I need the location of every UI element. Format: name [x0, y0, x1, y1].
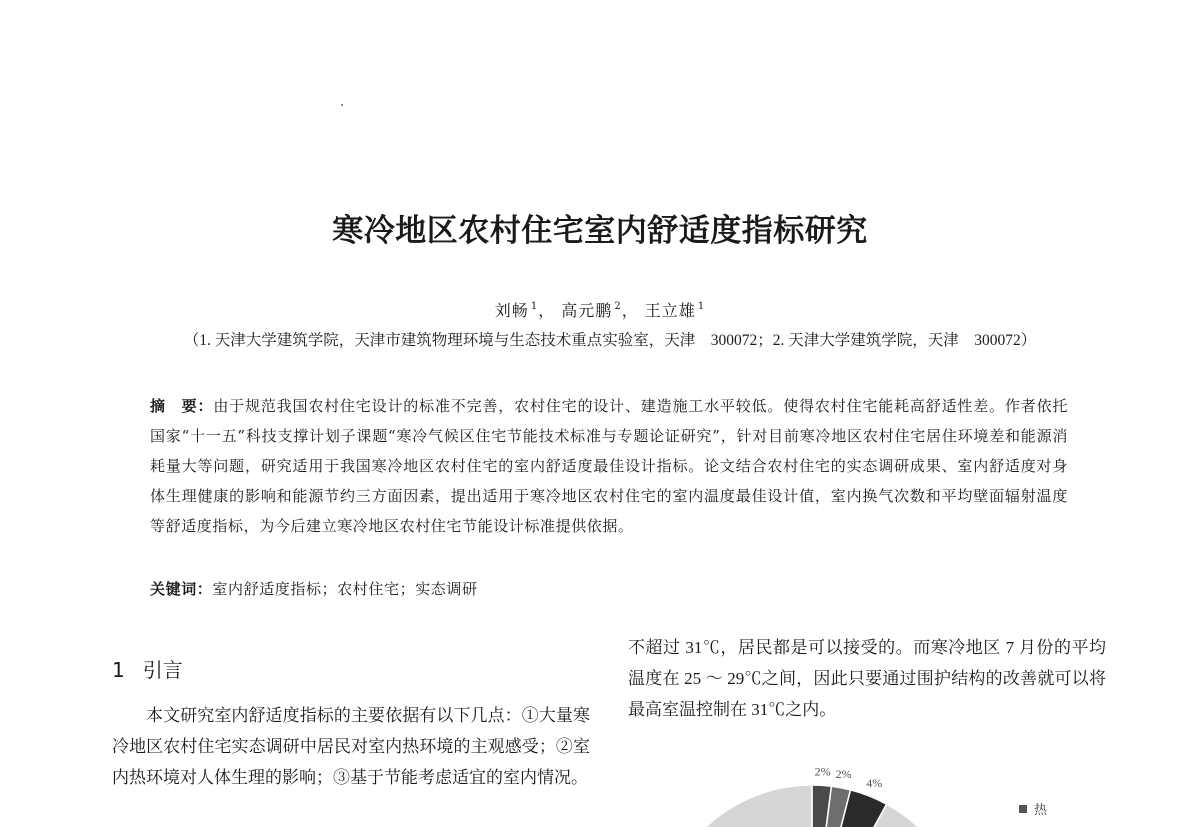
paper-title: 寒冷地区农村住宅室内舒适度指标研究	[332, 213, 868, 249]
author-line	[0, 298, 1200, 321]
pie-slices	[657, 785, 967, 827]
author-affil-mark: 1	[697, 301, 706, 312]
right-column-paragraph: 不超过 31℃，居民都是可以接受的。而寒冷地区 7 月份的平均温度在 25 ～ 29℃之间，因此只要通过围护结构的改善就可以将最高室温控制在 31℃之内。	[628, 638, 1106, 719]
keywords	[150, 578, 478, 599]
scan-speck	[341, 104, 343, 106]
keywords-label: 关键词：	[150, 580, 213, 598]
section-number: 1	[112, 658, 125, 682]
pie-chart	[600, 730, 1160, 827]
author-separator: ，	[621, 301, 639, 320]
abstract	[150, 391, 1068, 541]
author-affil-mark: 1	[530, 301, 539, 312]
pie-legend	[1019, 802, 1048, 817]
pie-slice-3	[657, 785, 967, 827]
legend-label: 热	[1034, 802, 1048, 817]
author-affil-mark: 2	[614, 301, 622, 312]
pie-data-label: 4%	[866, 775, 883, 790]
author-separator: ，	[538, 301, 556, 320]
affiliation: （1. 天津大学建筑学院，天津市建筑物理环境与生态技术重点实验室，天津 300072；2. 天津大学建筑学院，天津 300072）	[183, 332, 1037, 349]
author-name: 刘畅	[494, 301, 529, 320]
intro-paragraph: 本文研究室内舒适度指标的主要依据有以下几点：①大量寒冷地区农村住宅实态调研中居民对室内热环境的主观感受；②室内热环境对人体生理的影响；③基于节能考虑适宜的室内情况。	[112, 706, 590, 787]
legend-swatch	[1019, 805, 1027, 813]
pie-data-label: 2%	[814, 764, 831, 779]
author-name: 王立雄	[644, 301, 696, 320]
abstract-text: 由于规范我国农村住宅设计的标准不完善，农村住宅的设计、建造施工水平较低。使得农村住宅能耗高舒适性差。作者依托国家“十一五”科技支撑计划子课题“寒冷气候区住宅节能技术标准与专题论证研究”，针对目前寒冷地区农村住宅居住环境差和能源消耗量大等问题，研究适用于我国寒冷地区农村住宅的室内舒适度最佳设计指标。论文结合农村住宅的实态调研成果、室内舒适度对身体生理健康的影响和能源节约三方面因素，提出适用于寒冷地区农村住宅的室内温度最佳设计值，室内换气次数和平均壁面辐射温度等舒适度指标，为今后建立寒冷地区农村住宅节能设计标准提供依据。	[150, 397, 1068, 535]
pie-data-label: 2%	[835, 766, 852, 781]
abstract-label: 摘 要：	[150, 397, 214, 415]
keywords-text: 室内舒适度指标；农村住宅；实态调研	[212, 580, 478, 598]
section-title: 引言	[142, 658, 183, 682]
section-heading	[112, 654, 183, 683]
author-name: 高元鹏	[561, 301, 613, 320]
